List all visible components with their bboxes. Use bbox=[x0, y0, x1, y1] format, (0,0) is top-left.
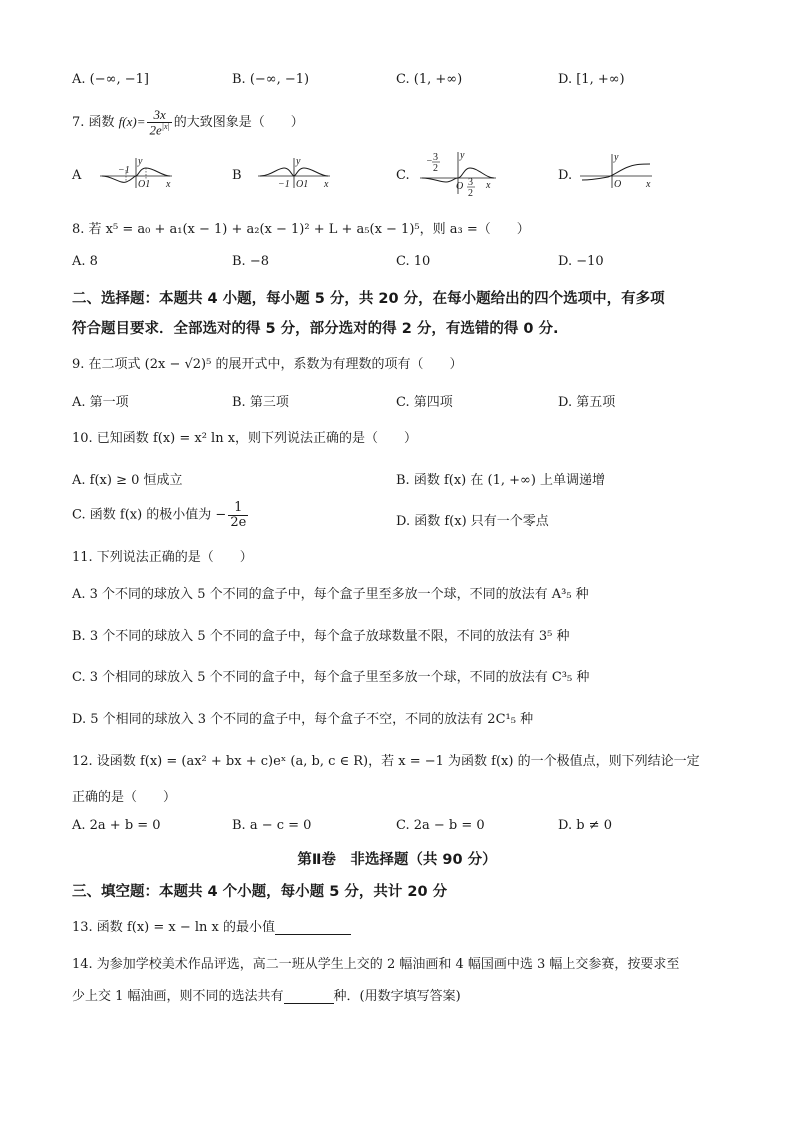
q7-frac-den-base: 2e bbox=[149, 121, 162, 137]
q10-option-a: A. f(x) ≥ 0 恒成立 bbox=[72, 473, 183, 488]
q13-stem bbox=[72, 916, 351, 935]
q8-option-d: D. −10 bbox=[558, 254, 604, 269]
graph-a-y-label: y bbox=[138, 156, 143, 167]
q7-frac-den-exp: |x| bbox=[161, 121, 170, 131]
q9-option-d: D. 第五项 bbox=[558, 395, 616, 410]
graph-c-x-label: x bbox=[486, 180, 491, 191]
q13-text: 13. 函数 f(x) = x − ln x 的最小值 bbox=[72, 920, 275, 935]
q7-label-b: B bbox=[232, 168, 242, 183]
graph-a-origin-label: O1 bbox=[138, 179, 151, 190]
q10-c-den: 2e bbox=[230, 514, 247, 530]
q7-frac-den bbox=[147, 123, 171, 137]
q11-option-c: C. 3 个相同的球放入 5 个不同的盒子中，每个盒子里至多放一个球，不同的放法有 C³₅ 种 bbox=[72, 670, 590, 685]
graph-d-y-label: y bbox=[614, 152, 619, 163]
graph-d-origin-label: O bbox=[614, 179, 622, 190]
graph-d-x-label: x bbox=[646, 179, 651, 190]
q12-option-a: A. 2a + b = 0 bbox=[72, 818, 161, 833]
q10-stem: 10. 已知函数 f(x) = x² ln x，则下列说法正确的是（ ） bbox=[72, 431, 418, 446]
graph-a-m1-label: −1 bbox=[118, 165, 130, 176]
q11-stem: 11. 下列说法正确的是（ ） bbox=[72, 550, 253, 565]
graph-b-x-label: x bbox=[324, 179, 329, 190]
q6-option-b: B. (−∞, −1) bbox=[232, 72, 310, 87]
q8-stem: 8. 若 x⁵ = a₀ + a₁(x − 1) + a₂(x − 1)² + L + a₅(x − 1)⁵，则 a₃ =（ ） bbox=[72, 222, 530, 237]
q12-option-c: C. 2a − b = 0 bbox=[396, 818, 485, 833]
graph-c-right-num: 3 bbox=[468, 177, 473, 188]
q10-option-b: B. 函数 f(x) 在 (1, +∞) 上单调递增 bbox=[396, 473, 606, 488]
q7-graph-c bbox=[418, 148, 502, 196]
section3-heading: 三、填空题：本题共 4 个小题，每小题 5 分，共计 20 分 bbox=[72, 884, 448, 900]
graph-a-x-label: x bbox=[166, 179, 171, 190]
graph-c-left-den: 2 bbox=[433, 163, 438, 174]
q10-option-d: D. 函数 f(x) 只有一个零点 bbox=[396, 514, 549, 529]
q11-option-d: D. 5 个相同的球放入 3 个不同的盒子中，每个盒子不空，不同的放法有 2C¹₅ 种 bbox=[72, 712, 534, 727]
q7-graph-d bbox=[578, 150, 658, 190]
q7-frac-num: 3x bbox=[147, 108, 171, 123]
part2-title: 第Ⅱ卷 非选择题（共 90 分） bbox=[297, 852, 497, 868]
q11-option-a: A. 3 个不同的球放入 5 个不同的盒子中，每个盒子里至多放一个球，不同的放法有 A³₅ 种 bbox=[72, 587, 589, 602]
q14-line2-prefix: 少上交 1 幅油画，则不同的选法共有 bbox=[72, 989, 284, 1004]
graph-b-origin-label: O1 bbox=[296, 179, 309, 190]
q9-option-c: C. 第四项 bbox=[396, 395, 453, 410]
q10-c-num: 1 bbox=[228, 501, 248, 516]
q6-option-d: D. [1, +∞) bbox=[558, 72, 625, 87]
q12-option-b: B. a − c = 0 bbox=[232, 818, 312, 833]
q13-answer-blank[interactable] bbox=[275, 920, 351, 935]
q7-graph-b bbox=[256, 154, 336, 190]
q8-option-c: C. 10 bbox=[396, 254, 431, 269]
q10-option-c bbox=[72, 501, 250, 529]
graph-c-y-label: y bbox=[460, 150, 465, 161]
q9-option-b: B. 第三项 bbox=[232, 395, 289, 410]
graph-c-right-den: 2 bbox=[468, 188, 473, 196]
q12-option-d: D. b ≠ 0 bbox=[558, 818, 612, 833]
q14-line1: 14. 为参加学校美术作品评选，高二一班从学生上交的 2 幅油画和 4 幅国画中选 3 幅上交参赛，按要求至 bbox=[72, 957, 680, 972]
q7-func: f(x)= bbox=[118, 113, 146, 129]
q10-option-c-fraction bbox=[228, 501, 248, 529]
q7-label-c: C. bbox=[396, 168, 410, 183]
q6-option-a: A. (−∞, −1] bbox=[72, 72, 149, 87]
q9-stem: 9. 在二项式 (2x − √2)⁵ 的展开式中，系数为有理数的项有（ ） bbox=[72, 357, 463, 372]
q7-label-a: A bbox=[72, 168, 82, 183]
graph-b-y-label: y bbox=[296, 156, 301, 167]
q10-option-c-prefix: C. 函数 f(x) 的极小值为 − bbox=[72, 507, 227, 523]
q8-option-b: B. −8 bbox=[232, 254, 269, 269]
graph-c-origin-label: O bbox=[456, 181, 464, 192]
q9-option-a: A. 第一项 bbox=[72, 395, 129, 410]
q12-stem-line2: 正确的是（ ） bbox=[72, 790, 177, 805]
graph-c-left-num: 3 bbox=[433, 152, 438, 163]
q14-line2 bbox=[72, 985, 461, 1004]
q14-line2-suffix: 种．(用数字填写答案) bbox=[333, 989, 461, 1004]
q14-answer-blank[interactable] bbox=[284, 989, 334, 1004]
section2-heading-line1: 二、选择题：本题共 4 小题，每小题 5 分，共 20 分，在每小题给出的四个选项中，有多项 bbox=[72, 291, 665, 307]
q7-label-d: D. bbox=[558, 168, 573, 183]
q11-option-b: B. 3 个不同的球放入 5 个不同的盒子中，每个盒子放球数量不限，不同的放法有 3⁵ 种 bbox=[72, 629, 570, 644]
section2-heading-line2: 符合题目要求．全部选对的得 5 分，部分选对的得 2 分，有选错的得 0 分. bbox=[72, 321, 559, 337]
q7-stem bbox=[72, 108, 304, 137]
q12-stem-line1: 12. 设函数 f(x) = (ax² + bx + c)eˣ (a, b, c ∈ R)，若 x = −1 为函数 f(x) 的一个极值点，则下列结论一定 bbox=[72, 754, 700, 769]
q8-option-a: A. 8 bbox=[72, 254, 98, 269]
graph-b-m1-label: −1 bbox=[278, 179, 290, 190]
q7-suffix: 的大致图象是（ ） bbox=[173, 114, 304, 130]
q6-option-c: C. (1, +∞) bbox=[396, 72, 463, 87]
graph-c-minus: − bbox=[426, 156, 433, 167]
q7-graph-a bbox=[98, 154, 178, 190]
q7-prefix: 7. 函数 bbox=[72, 114, 119, 130]
q7-fraction bbox=[147, 108, 171, 137]
